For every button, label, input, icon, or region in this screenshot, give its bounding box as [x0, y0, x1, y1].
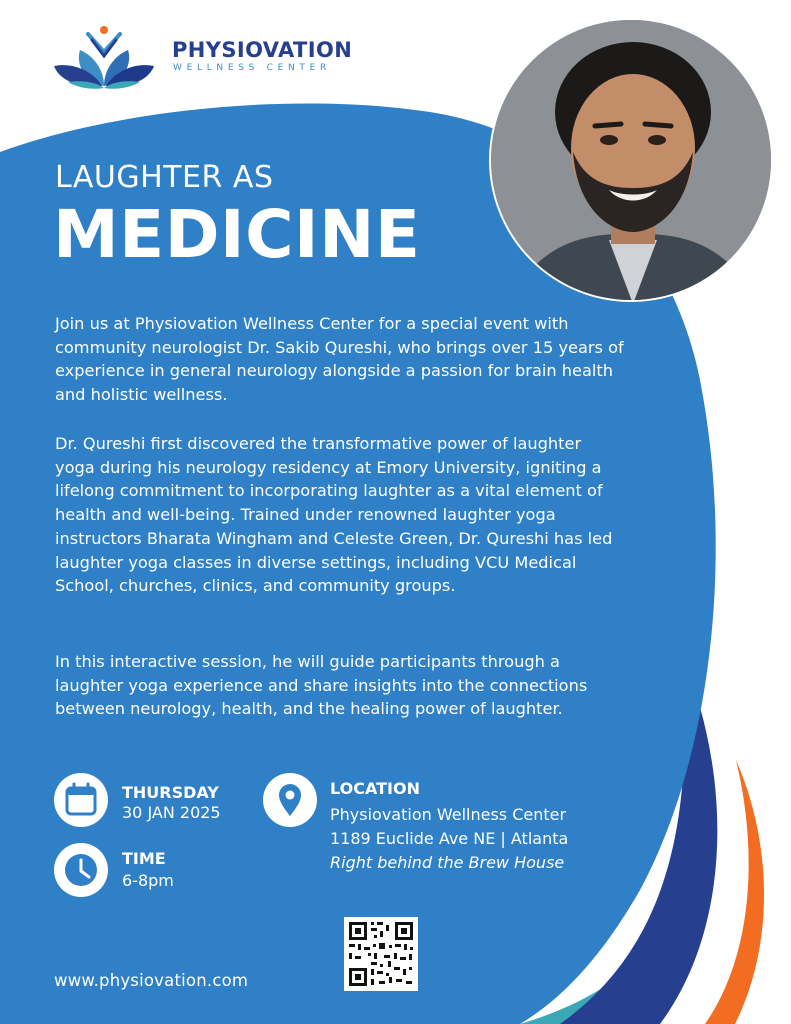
- brand-tagline: WELLNESS CENTER: [173, 63, 331, 73]
- event-day-label: THURSDAY: [122, 783, 219, 802]
- location-label: LOCATION: [330, 779, 420, 798]
- speaker-photo: [489, 18, 773, 302]
- qr-code-icon[interactable]: [344, 917, 418, 991]
- session-paragraph: In this interactive session, he will guide participants through a laughter yoga experience and share insights into the connections between neurology, health, and the healing power of laughter.: [55, 652, 588, 719]
- calendar-icon: [54, 773, 108, 827]
- location-name: Physiovation Wellness Center: [330, 805, 567, 824]
- title-line-1: LAUGHTER AS: [55, 160, 274, 195]
- event-date: 30 JAN 2025: [122, 803, 221, 822]
- brand-logo[interactable]: [52, 26, 353, 90]
- intro-paragraph: Join us at Physiovation Wellness Center for a special event with community neurologist Dr. Sakib Qureshi, who brings over 15 years of experience in general neurology alongside a passion for brain health and holistic wellness.: [55, 314, 624, 405]
- brand-name: PHYSIOVATION: [172, 38, 353, 62]
- website-link[interactable]: www.physiovation.com: [54, 971, 249, 990]
- location-address: 1189 Euclide Ave NE | Atlanta: [330, 829, 569, 848]
- bio-paragraph: Dr. Qureshi first discovered the transformative power of laughter yoga during his neurology residency at Emory University, igniting a lifelong commitment to incorporating laughter as a vital element of health and well-being. Trained under renowned laughter yoga instructors Bharata Wingham and Celeste Green, Dr. Qureshi has led laughter yoga classes in diverse settings, including VCU Medical School, churches, clinics, and community groups.: [55, 434, 613, 596]
- lotus-logo-icon: [52, 26, 162, 90]
- location-directions: Right behind the Brew House: [330, 853, 565, 872]
- event-time-label: TIME: [122, 849, 166, 868]
- title-line-2: MEDICINE: [53, 196, 421, 273]
- clock-icon: [54, 843, 108, 897]
- map-pin-icon: [263, 773, 317, 827]
- event-time: 6-8pm: [122, 871, 174, 890]
